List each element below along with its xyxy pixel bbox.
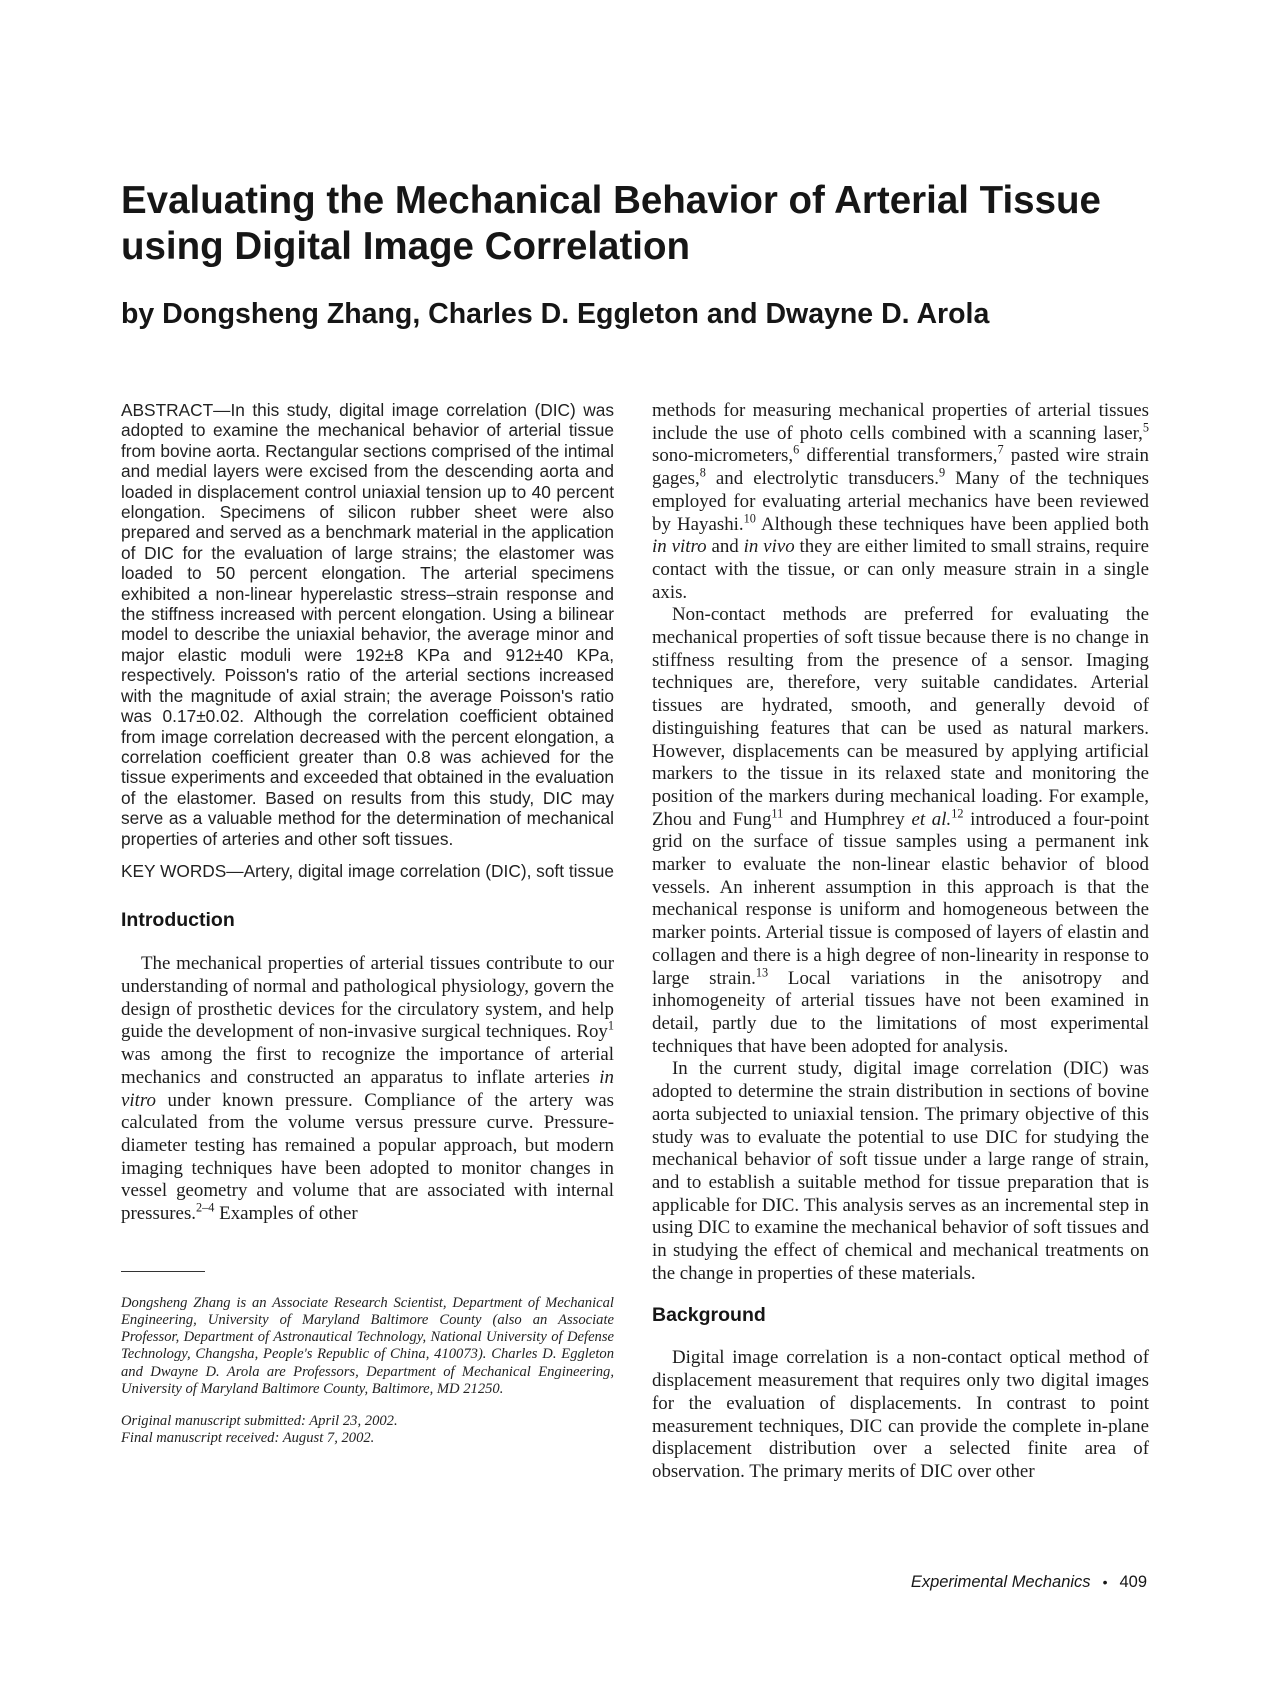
received-date: Final manuscript received: August 7, 2002. — [121, 1430, 375, 1447]
page-footer — [911, 1572, 1147, 1592]
text-run: and — [706, 536, 744, 558]
background-heading: Background — [652, 1304, 766, 1327]
text-run: and electrolytic transducers. — [705, 468, 939, 490]
text-run: differential transformers, — [799, 445, 998, 467]
citation-7: 7 — [997, 443, 1004, 458]
text-run: introduced a four-point grid on the surface of tissue samples using a permanent ink marker to evaluate the non-linear elastic behavior of blood vessels. An inherent assumption in this approach is that the mechanical response is uniform and homogeneous between the marker points. Arterial tissue is composed of layers of elastin and collagen and there is a high degree of non-linearity in response to large strain. — [652, 808, 1149, 989]
italic-term: et al. — [911, 808, 952, 830]
text-run: Examples of other — [214, 1203, 358, 1225]
manuscript-dates — [121, 1413, 614, 1447]
article-title: Evaluating the Mechanical Behavior of Arterial Tissue using Digital Image Correlation — [121, 179, 1101, 268]
footnote-divider — [121, 1271, 205, 1272]
left-column — [121, 400, 614, 1447]
bullet-icon: • — [1102, 1574, 1108, 1590]
citation-13: 13 — [755, 965, 769, 980]
body-paragraph — [652, 604, 1149, 1058]
italic-term: in vitro — [652, 536, 707, 558]
citation-1: 1 — [607, 1019, 614, 1034]
right-column — [652, 400, 1149, 1484]
citation-12: 12 — [951, 806, 964, 821]
text-run: they are either limited to small strains, require contact with the tissue, or can only measure strain in a single axis. — [652, 536, 1149, 603]
introduction-paragraph — [121, 953, 614, 1225]
author-byline: by Dongsheng Zhang, Charles D. Eggleton and Dwayne D. Arola — [121, 298, 990, 330]
text-run: Many of the techniques employed for evaluating arterial mechanics have been reviewed by Hayashi. — [652, 468, 1149, 535]
text-run: sono-micrometers, — [652, 445, 794, 467]
key-words: KEY WORDS—Artery, digital image correlation (DIC), soft tissue — [121, 860, 614, 881]
body-paragraph: In the current study, digital image correlation (DIC) was adopted to determine the strain distribution in sections of bovine aorta subjected to uniaxial tension. The primary objective of this study was to evaluate the potential to use DIC for studying the mechanical behavior of soft tissue under a large range of strain, and to establish a suitable method for tissue preparation that is applicable for DIC. This analysis serves as an incremental step in using DIC to examine the mechanical behavior of soft tissues and in studying the effect of chemical and mechanical treatments on the change in properties of these materials. — [652, 1058, 1149, 1284]
italic-term: in vivo — [743, 536, 795, 558]
text-run: The mechanical properties of arterial tissues contribute to our understanding of normal and pathological physiology, govern the design of prosthetic devices for the circulatory system, and help guide the development of non-invasive surgical techniques. Roy — [121, 953, 614, 1043]
text-run: Local variations in the anisotropy and inhomogeneity of arterial tissues have not been examined in detail, partly due to the limitations of most experimental techniques that have been adopted for analysis. — [652, 967, 1149, 1057]
author-affiliation-footnote: Dongsheng Zhang is an Associate Research Scientist, Department of Mechanical Engineering, University of Maryland Baltimore County (also an Associate Professor, Department of Astronautical Technology, National University of Defense Technology, Changsha, People's Republic of China, 410073). Charles D. Eggleton and Dwayne D. Arola are Professors, Department of Mechanical Engineering, University of Maryland Baltimore County, Baltimore, MD 21250. — [121, 1294, 614, 1397]
text-run: was among the first to recognize the importance of arterial mechanics and constructed an apparatus to inflate arteries — [121, 1044, 614, 1088]
page-number: 409 — [1119, 1573, 1147, 1591]
citation-5: 5 — [1142, 420, 1149, 435]
background-paragraph: Digital image correlation is a non-contact optical method of displacement measurement that requires only two digital images for the evaluation of displacements. In contrast to point measurement techniques, DIC can provide the complete in-plane displacement distribution over a selected finite area of observation. The primary merits of DIC over other — [652, 1347, 1149, 1482]
citation-2-4: 2–4 — [196, 1200, 215, 1215]
abstract: ABSTRACT—In this study, digital image correlation (DIC) was adopted to examine the mechanical behavior of arterial tissue from bovine aorta. Rectangular sections comprised of the intimal and medial layers were excised from the descending aorta and loaded in displacement control uniaxial tension up to 40 percent elongation. Specimens of silicon rubber sheet were also prepared and served as a benchmark material in the application of DIC for the evaluation of large strains; the elastomer was loaded to 50 percent elongation. The arterial specimens exhibited a non-linear hyperelastic stress–strain response and the stiffness increased with percent elongation. Using a bilinear model to describe the uniaxial behavior, the average minor and major elastic moduli were 192±8 KPa and 912±40 KPa, respectively. Poisson's ratio of the arterial sections increased with the magnitude of axial strain; the average Poisson's ratio was 0.17±0.02. Although the correlation coefficient obtained from image correlation decreased with the percent elongation, a correlation coefficient greater than 0.8 was achieved for the tissue experiments and exceeded that obtained in the evaluation of the elastomer. Based on results from this study, DIC may serve as a valuable method for the determination of mechanical properties of arteries and other soft tissues. — [121, 400, 614, 849]
text-run: Although these techniques have been applied both — [755, 513, 1149, 535]
citation-6: 6 — [793, 443, 800, 458]
citation-10: 10 — [743, 511, 756, 526]
text-run: pasted wire strain gages, — [652, 445, 1149, 490]
citation-11: 11 — [771, 806, 784, 821]
text-run: and Humphrey — [783, 808, 912, 830]
body-paragraph — [652, 400, 1149, 604]
text-run: Non-contact methods are preferred for evaluating the mechanical properties of soft tissue because there is no change in stiffness resulting from the presence of a sensor. Imaging techniques are, therefore, very suitable candidates. Arterial tissues are hydrated, smooth, and generally devoid of distinguishing features that can be used as natural markers. However, displacements can be measured by applying artificial markers to the tissue in its relaxed state and monitoring the position of the markers during mechanical loading. For example, Zhou and Fung — [652, 604, 1149, 830]
submitted-date: Original manuscript submitted: April 23, 2002. — [121, 1413, 398, 1429]
introduction-heading: Introduction — [121, 909, 235, 932]
journal-name: Experimental Mechanics — [910, 1573, 1091, 1591]
text-run: under known pressure. Compliance of the artery was calculated from the volume versus pressure curve. Pressure-diameter testing has remained a popular approach, but modern imaging techniques have been adopted to monitor changes in vessel geometry and volume that are associated with internal pressures. — [121, 1089, 614, 1225]
text-run: methods for measuring mechanical properties of arterial tissues include the use of photo cells combined with a scanning laser, — [652, 400, 1149, 444]
citation-8: 8 — [699, 465, 706, 480]
italic-term: in vitro — [121, 1066, 614, 1111]
citation-9: 9 — [939, 465, 946, 480]
